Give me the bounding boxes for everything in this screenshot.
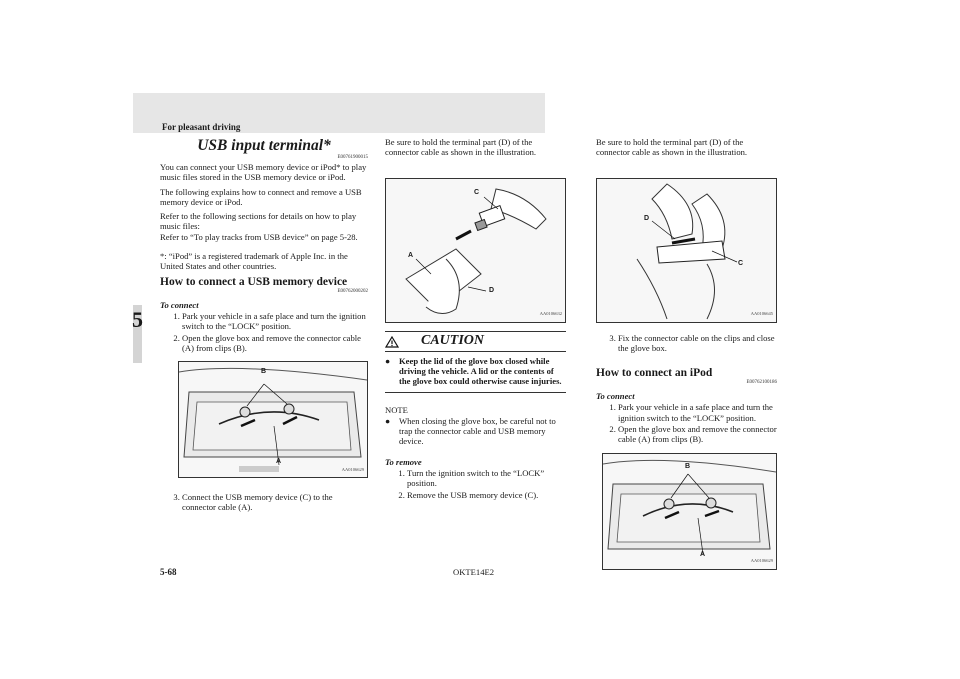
document-code: OKTE14E2 [453,567,495,577]
illustration-hold-terminal [596,178,777,323]
label-b: B [685,462,691,470]
step-item: 2. Remove the USB memory device (C). [407,490,566,500]
ipod-connect-steps [596,402,777,444]
warning-triangle-icon [385,336,399,348]
intro-paragraph-3: Refer to the following sections for details on how to play music files: [160,211,357,232]
subheading-to-connect: To connect [596,391,635,402]
caution-item [385,356,566,387]
label-c: C [474,188,480,196]
caution-text: Keep the lid of the glove box closed while driving the vehicle. A lid or the contents of the glove box could otherwise cause injuries. [399,355,562,387]
trademark-note: *: “iPod” is a registered trademark of Apple Inc. in the United States and other countries. [160,251,348,272]
illustration-glove-box-ipod [602,453,777,570]
chapter-number: 5 [132,307,143,332]
step-item: 3. Connect the USB memory device (C) to the connector cable (A). [182,492,368,513]
column-3 [596,137,777,570]
caution-box [385,331,566,387]
figure-code: AA0106629 [341,466,364,472]
heading-ipod: How to connect an iPod [596,367,713,380]
subheading-to-remove: To remove [385,456,422,467]
label-b: B [261,368,267,376]
remove-steps [385,468,566,500]
heading-usb-memory: How to connect a USB memory device [160,275,348,288]
figure-code: AA0106629 [750,558,773,564]
bullet-icon: ● [385,355,391,366]
connect-steps [160,311,368,353]
step-item: 3. Fix the connector cable on the clips and close the glove box. [618,333,777,354]
label-d: D [644,214,650,222]
page-title: USB input terminal* [197,137,331,154]
step-item: 1. Turn the ignition switch to the “LOCK” position. [407,468,566,489]
intro-paragraph-4: Refer to “To play tracks from USB device” on page 5-28. [160,231,358,242]
intro-paragraph-1: You can connect your USB memory device or iPod* to play music files stored in the USB memory device or iPod. [160,162,367,183]
illustration-glove-box [178,361,368,478]
hold-terminal-paragraph: Be sure to hold the terminal part (D) of the connector cable as shown in the illustration. [596,137,748,158]
heading-usb-code: E00762000202 [337,288,368,294]
label-d: D [489,286,495,294]
illustration-usb-connect [385,178,566,323]
label-a: A [276,458,282,466]
fix-step [596,333,777,354]
glove-box-drawing [179,362,367,477]
step-item: 2. Open the glove box and remove the connector cable (A) from clips (B). [182,333,368,354]
note-text: When closing the glove box, be careful not to trap the connector cable and USB memory device. [399,415,556,447]
step-item: 2. Open the glove box and remove the connector cable (A) from clips (B). [618,424,777,445]
section-title: For pleasant driving [162,122,241,132]
column-1 [160,137,368,516]
bullet-icon: ● [385,415,391,426]
step-item: 1. Park your vehicle in a safe place and turn the ignition switch to the “LOCK” position. [182,311,368,332]
hold-terminal-paragraph: Be sure to hold the terminal part (D) of the connector cable as shown in the illustration. [385,137,537,158]
connect-step-3 [160,492,368,513]
subheading-to-connect: To connect [160,299,199,310]
caution-header [385,333,566,352]
figure-code: AA0106645 [750,311,773,317]
label-a: A [408,251,414,259]
heading-ipod-code: E00762100186 [746,380,777,386]
note-title: NOTE [385,405,408,416]
label-a: A [700,550,706,558]
label-c: C [738,259,744,267]
column-2 [385,137,566,503]
figure-code: AA0106632 [539,311,562,317]
hold-terminal-drawing [597,179,776,322]
note-item [385,416,566,447]
intro-paragraph-2: The following explains how to connect and remove a USB memory device or iPod. [160,186,362,207]
title-code: E00761900015 [337,155,368,160]
step-item: 1. Park your vehicle in a safe place and turn the ignition switch to the “LOCK” position. [618,402,777,423]
page-number: 5-68 [160,567,177,577]
caution-title: CAUTION [421,333,485,349]
caution-divider [385,392,566,393]
